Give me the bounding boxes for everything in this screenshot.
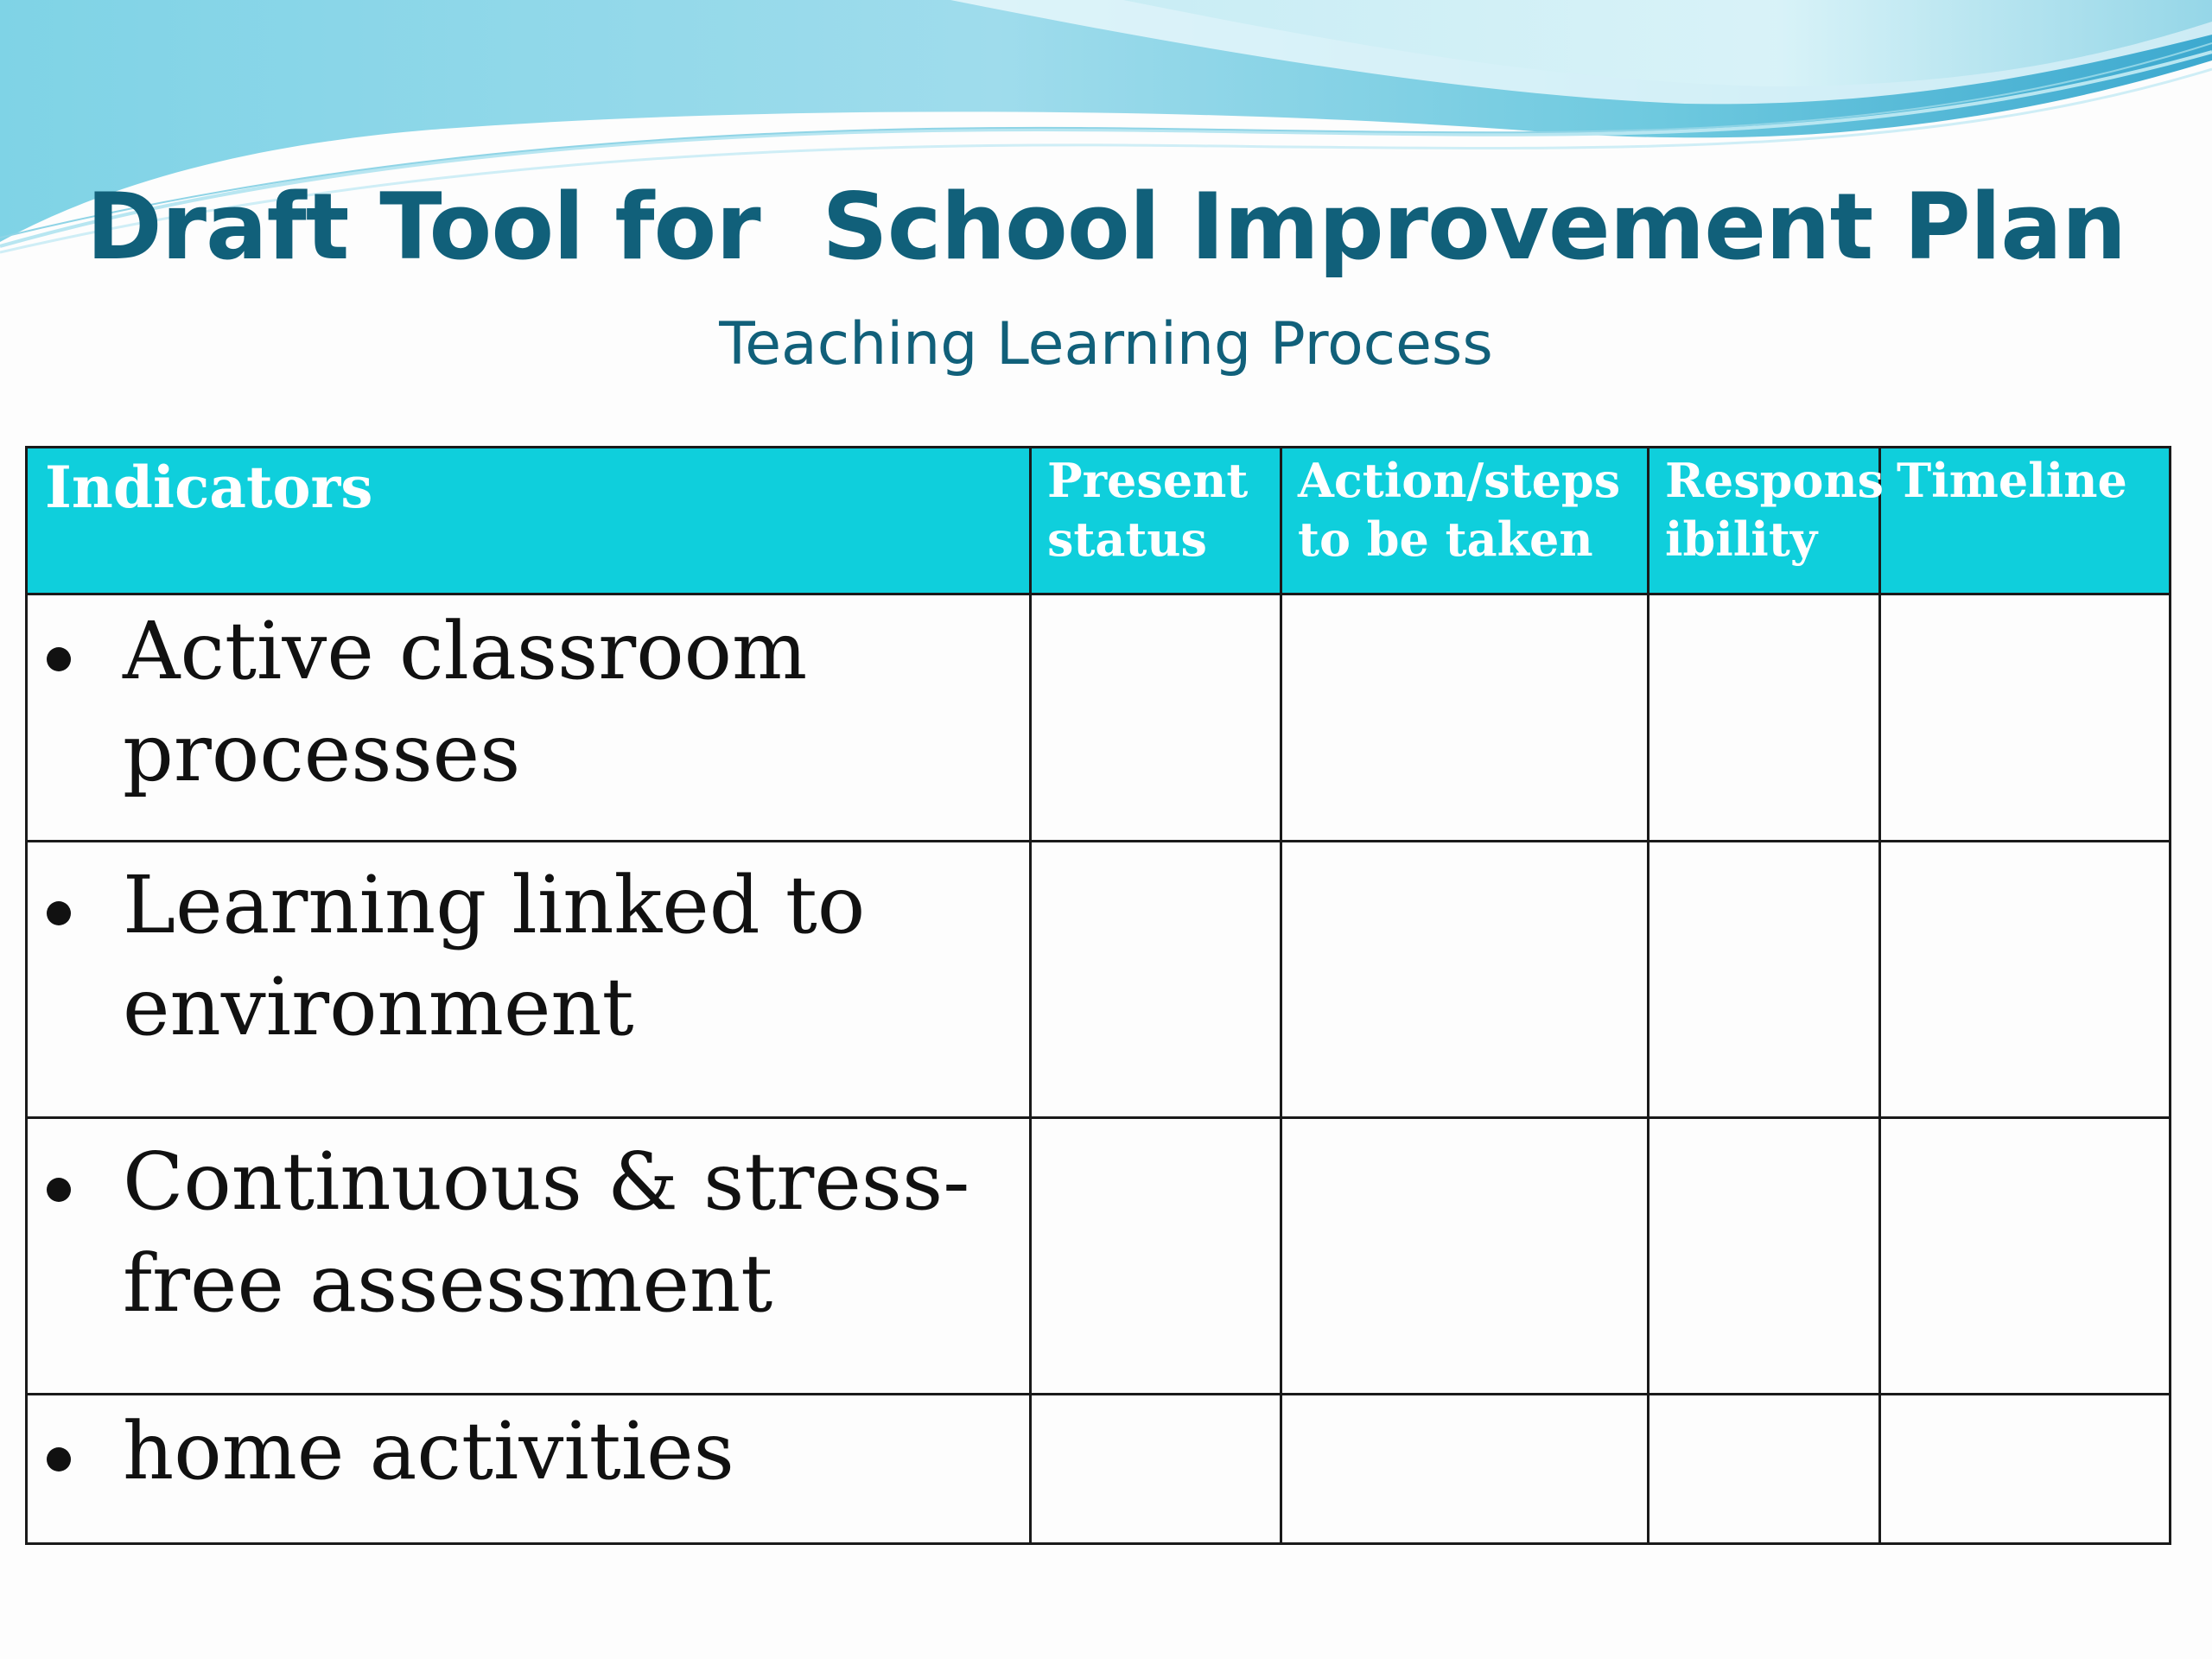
indicator-item — [28, 1119, 1029, 1335]
responsibility-cell — [1649, 1118, 1880, 1395]
header-present-status: Present status — [1031, 448, 1281, 594]
table-row — [27, 594, 2171, 842]
indicator-item — [28, 595, 1029, 804]
present-status-cell — [1031, 1118, 1281, 1395]
table-row — [27, 842, 2171, 1118]
indicator-text: Continuous & stress-free assessment — [123, 1135, 970, 1330]
header-row — [27, 448, 2171, 594]
header-action-steps: Action/steps to be taken — [1281, 448, 1649, 594]
bullet-dot-icon — [47, 1447, 71, 1471]
header-timeline: Timeline — [1880, 448, 2171, 594]
indicator-text: Active classroom processes — [123, 605, 808, 799]
indicator-text: Learning linked to environment — [123, 859, 866, 1053]
indicator-cell — [27, 1118, 1031, 1395]
present-status-cell — [1031, 842, 1281, 1118]
action-steps-cell — [1281, 1395, 1649, 1544]
timeline-cell — [1880, 1395, 2171, 1544]
header-responsibility: Respons ibility — [1649, 448, 1880, 594]
indicator-item — [28, 842, 1029, 1058]
bullet-dot-icon — [47, 1178, 71, 1202]
table-body — [27, 594, 2171, 1544]
indicator-cell — [27, 594, 1031, 842]
slide-title: Draft Tool for School Improvement Plan — [86, 174, 2126, 280]
timeline-cell — [1880, 842, 2171, 1118]
header-indicators: Indicators — [27, 448, 1031, 594]
present-status-cell — [1031, 594, 1281, 842]
improvement-plan-table — [25, 446, 2171, 1545]
action-steps-cell — [1281, 594, 1649, 842]
timeline-cell — [1880, 594, 2171, 842]
present-status-cell — [1031, 1395, 1281, 1544]
indicator-cell — [27, 1395, 1031, 1544]
responsibility-cell — [1649, 594, 1880, 842]
slide-subtitle: Teaching Learning Process — [719, 310, 1493, 378]
timeline-cell — [1880, 1118, 2171, 1395]
table-header — [27, 448, 2171, 594]
indicator-item — [28, 1395, 1029, 1503]
responsibility-cell — [1649, 842, 1880, 1118]
action-steps-cell — [1281, 1118, 1649, 1395]
indicator-cell — [27, 842, 1031, 1118]
bullet-dot-icon — [47, 901, 71, 925]
table-row — [27, 1395, 2171, 1544]
table-row — [27, 1118, 2171, 1395]
action-steps-cell — [1281, 842, 1649, 1118]
responsibility-cell — [1649, 1395, 1880, 1544]
bullet-dot-icon — [47, 647, 71, 671]
indicator-text: home activities — [123, 1405, 734, 1497]
